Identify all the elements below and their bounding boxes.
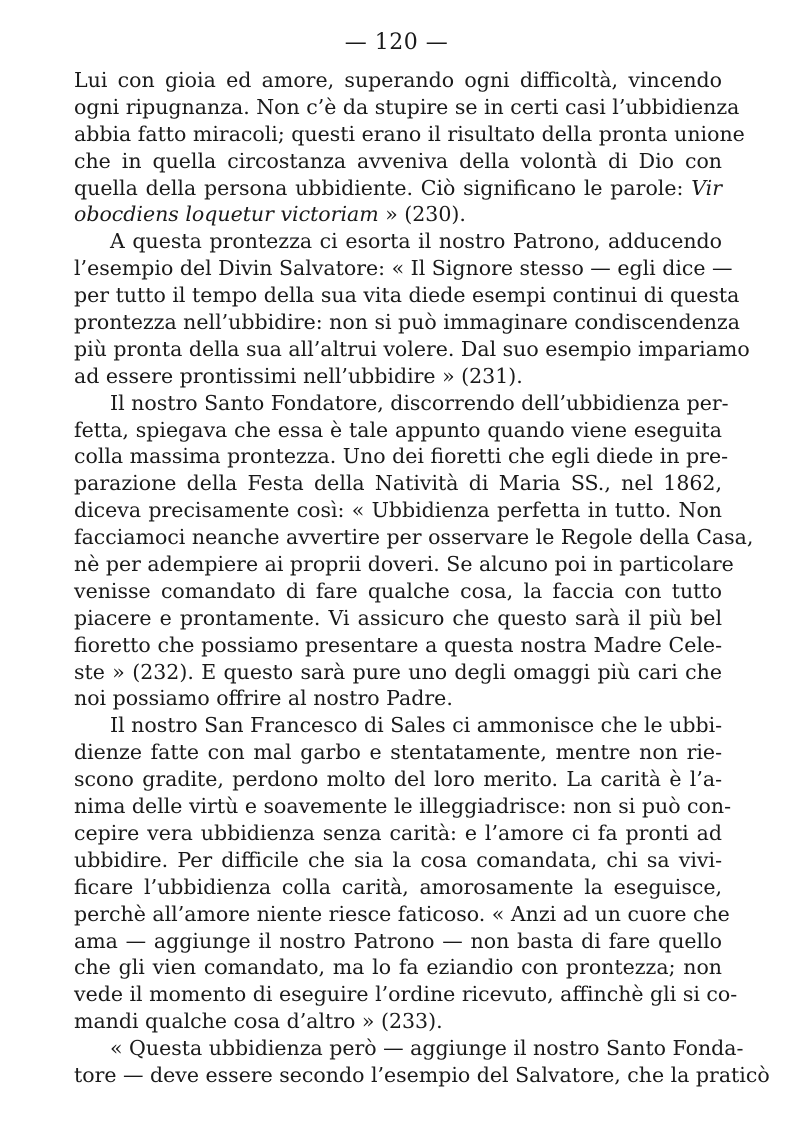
text-line: che gli vien comandato, ma lo fa eziandio con prontezza; non	[74, 955, 722, 980]
paragraph-start-line: Il nostro San Francesco di Sales ci ammonisce che le ubbi-	[110, 713, 723, 738]
text-line: venisse comandato di fare qualche cosa, la faccia con tutto	[74, 578, 722, 603]
text-line: piacere e prontamente. Vi assicuro che questo sarà il più bel	[74, 605, 722, 630]
text-line: abbia fatto miracoli; questi erano il risultato della pronta unione	[74, 121, 745, 146]
text-line: vede il momento di eseguire l’ordine ricevuto, affinchè gli si co-	[74, 982, 738, 1007]
text-line: ste » (232). E questo sarà pure uno degli omaggi più cari che	[74, 659, 722, 684]
text-line: ama — aggiunge il nostro Patrono — non basta di fare quello	[74, 928, 722, 953]
text-line: cepire vera ubbidienza senza carità: e l’amore ci fa pronti ad	[74, 820, 722, 845]
body-text	[74, 67, 770, 1089]
text-line: nima delle virtù e soavemente le illeggiadrisce: non si può con-	[74, 794, 732, 819]
paragraph-start-line: Il nostro Santo Fondatore, discorrendo dell’ubbidienza per-	[110, 390, 729, 415]
text-line: diceva precisamente così: « Ubbidienza perfetta in tutto. Non	[74, 498, 722, 523]
text-line: fetta, spiegava che essa è tale appunto quando viene eseguita	[74, 417, 722, 442]
text-line: tore — deve essere secondo l’esempio del Salvatore, che la praticò	[74, 1062, 770, 1087]
text-line: ubbidire. Per difficile che sia la cosa comandata, chi sa vivi-	[74, 847, 722, 872]
latin-quote: obocdiens loquetur victoriam	[74, 202, 379, 227]
page-number: — 120 —	[344, 30, 449, 55]
text-line: perchè all’amore niente riesce faticoso. « Anzi ad un cuore che	[74, 901, 730, 926]
text-line: quella della persona ubbidiente. Ciò significano le parole: Vir	[74, 175, 722, 200]
text-line: ogni ripugnanza. Non c’è da stupire se in certi casi l’ubbidienza	[74, 94, 740, 119]
text-line: prontezza nell’ubbidire: non si può immaginare condiscendenza	[74, 310, 740, 335]
text-line: che in quella circostanza avveniva della volontà di Dio con	[74, 148, 722, 173]
paragraph-start-line: A questa prontezza ci esorta il nostro Patrono, adducendo	[110, 229, 722, 254]
text-line: obocdiens loquetur victoriam » (230).	[74, 202, 466, 227]
text-line: parazione della Festa della Natività di Maria SS., nel 1862,	[74, 471, 722, 496]
text-line: ad essere prontissimi nell’ubbidire » (231).	[74, 363, 523, 388]
latin-quote: Vir	[691, 175, 722, 200]
text-line: l’esempio del Divin Salvatore: « Il Signore stesso — egli dice —	[74, 256, 733, 281]
text-line: fioretto che possiamo presentare a questa nostra Madre Cele-	[74, 632, 722, 657]
text-line: più pronta della sua all’altrui volere. Dal suo esempio impariamo	[74, 336, 750, 361]
text-line: scono gradite, perdono molto del loro merito. La carità è l’a-	[74, 767, 722, 792]
text-line: nè per adempiere ai proprii doveri. Se alcuno poi in particolare	[74, 552, 734, 577]
text-line: ficare l’ubbidienza colla carità, amorosamente la eseguisce,	[74, 874, 722, 899]
text-line: mandi qualche cosa d’altro » (233).	[74, 1009, 443, 1034]
paragraph-start-line: « Questa ubbidienza però — aggiunge il nostro Santo Fonda-	[110, 1036, 744, 1061]
text-line: Lui con gioia ed amore, superando ogni difficoltà, vincendo	[74, 68, 722, 92]
text-line: facciamoci neanche avvertire per osservare le Regole della Casa,	[74, 525, 754, 550]
text-line: dienze fatte con mal garbo e stentatamente, mentre non rie-	[74, 740, 722, 765]
text-line: colla massima prontezza. Uno dei fioretti che egli diede in pre-	[74, 444, 729, 469]
text-line: noi possiamo offrire al nostro Padre.	[74, 686, 453, 711]
text-line: per tutto il tempo della sua vita diede esempi continui di questa	[74, 283, 740, 308]
